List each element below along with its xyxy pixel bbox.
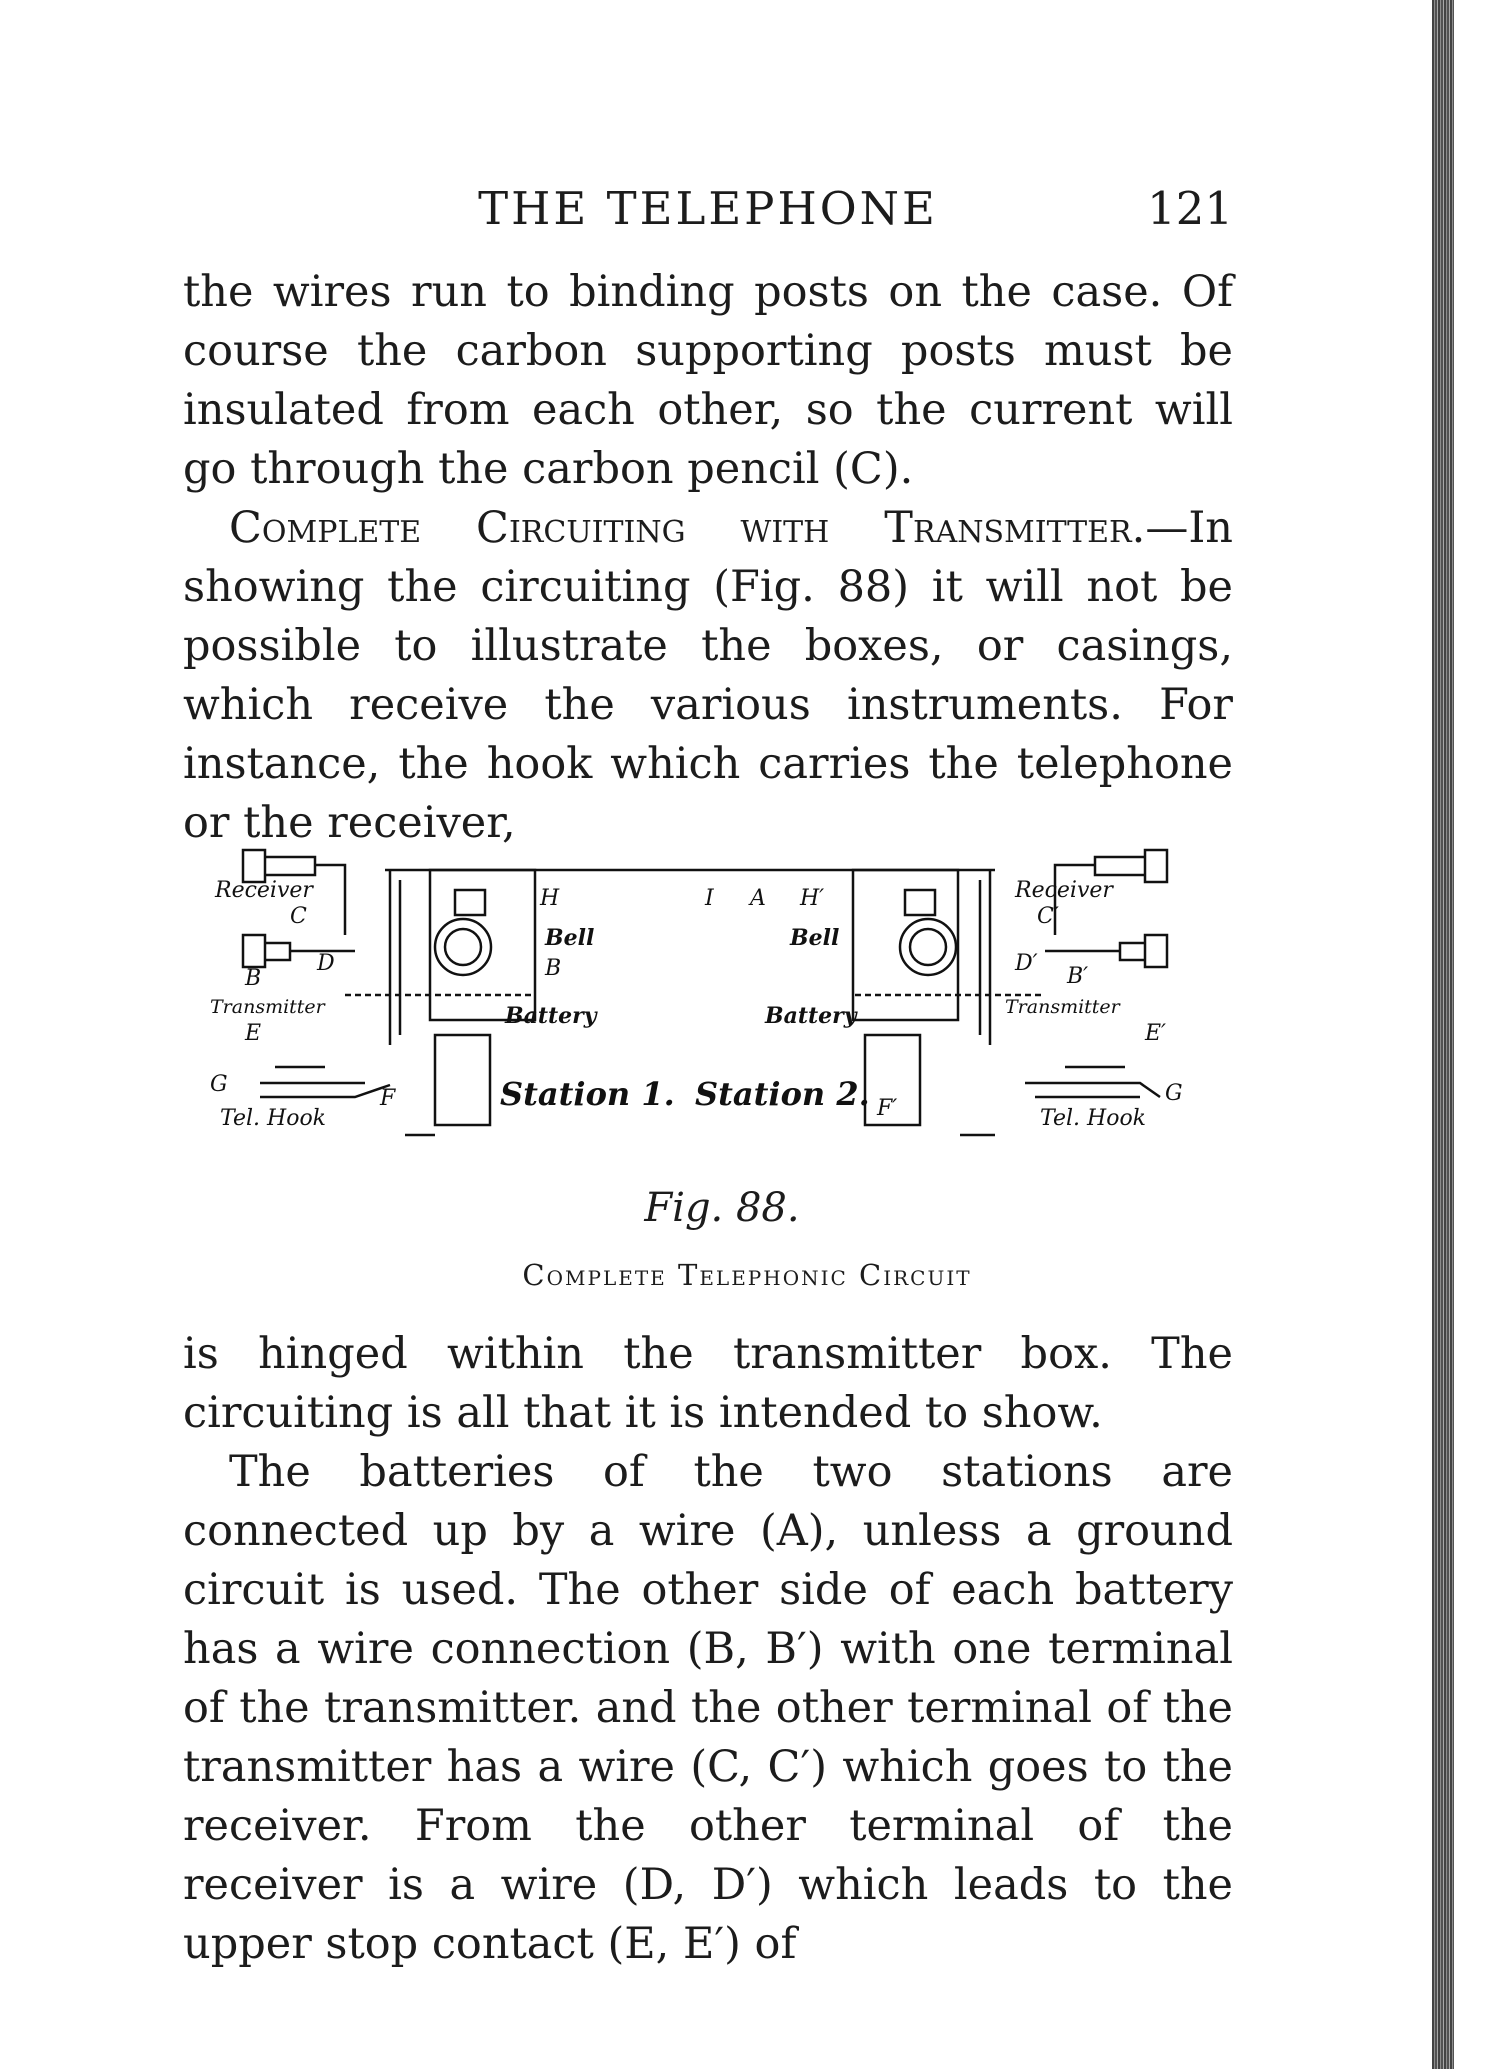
label-d-right: D′ (1015, 951, 1038, 976)
label-receiver-left: Receiver (215, 878, 313, 903)
label-battery-right: Battery (765, 1003, 857, 1029)
label-hook-left: Tel. Hook (220, 1106, 327, 1131)
label-bell-b-left: B (545, 956, 562, 981)
paragraph-4: The batteries of the two stations are connected up by a wire (A), unless a ground circuit is used. The other side of each battery has a wire connection (B, B′) with one terminal of the transmitter. and the other terminal of the transmitter has a wire (C, C′) which goes to the receiver. From the other terminal of the receiver is a wire (D, D′) which leads to the upper stop contact (E, E′) of (183, 1447, 1233, 1969)
label-g-left: G (210, 1072, 228, 1097)
page-number: 121 (1147, 182, 1233, 235)
circuit-diagram (205, 835, 1215, 1180)
paragraph-2 (183, 499, 1233, 853)
book-spine-edge (1432, 0, 1454, 2069)
label-transmitter-right: Transmitter (1005, 996, 1120, 1018)
label-f-right: F′ (877, 1096, 898, 1121)
running-header (183, 182, 1233, 242)
label-a: A (750, 886, 766, 911)
label-d-left: D (317, 951, 335, 976)
running-title: THE TELEPHONE (478, 182, 938, 235)
paragraph-2-body: —In showing the circuiting (Fig. 88) it will not be possible to illustrate the boxes, or casings, which receive the various instruments. For instance, the hook which carries the telephone or the receiver, (183, 503, 1233, 848)
paragraph-1: the wires run to binding posts on the case. Of course the carbon supporting posts must be insulated from each other, so the current will go through the carbon pencil (C). (183, 267, 1233, 494)
label-i: I (705, 886, 714, 911)
label-b-right: B′ (1067, 964, 1089, 989)
label-bell-left: Bell (545, 925, 595, 951)
text-block-bottom (183, 1325, 1233, 1974)
label-e-right: E′ (1145, 1021, 1167, 1046)
label-b-left: B (245, 966, 262, 991)
label-c-left: C (290, 904, 307, 929)
label-receiver-right: Receiver (1015, 878, 1113, 903)
label-e-left: E (245, 1021, 262, 1046)
label-hook-right: Tel. Hook (1040, 1106, 1147, 1131)
figure-label: Fig. 88. (644, 1185, 800, 1231)
figure-caption: Complete Telephonic Circuit (522, 1258, 972, 1292)
label-g-right: G (1165, 1081, 1183, 1106)
section-heading: Complete Circuiting with Transmitter. (229, 503, 1146, 553)
label-station-2: Station 2. (695, 1075, 870, 1113)
label-transmitter-left: Transmitter (210, 996, 325, 1018)
label-station-1: Station 1. (500, 1075, 675, 1113)
label-f-left: F (380, 1086, 396, 1111)
label-battery-left: Battery (505, 1003, 597, 1029)
text-block-top (183, 263, 1233, 853)
label-c-right: C′ (1037, 904, 1059, 929)
label-bell-right: Bell (790, 925, 840, 951)
label-h-right: H′ (800, 886, 825, 911)
label-h-left: H (540, 886, 560, 911)
paragraph-3: is hinged within the transmitter box. The circuiting is all that it is intended to show. (183, 1329, 1233, 1438)
